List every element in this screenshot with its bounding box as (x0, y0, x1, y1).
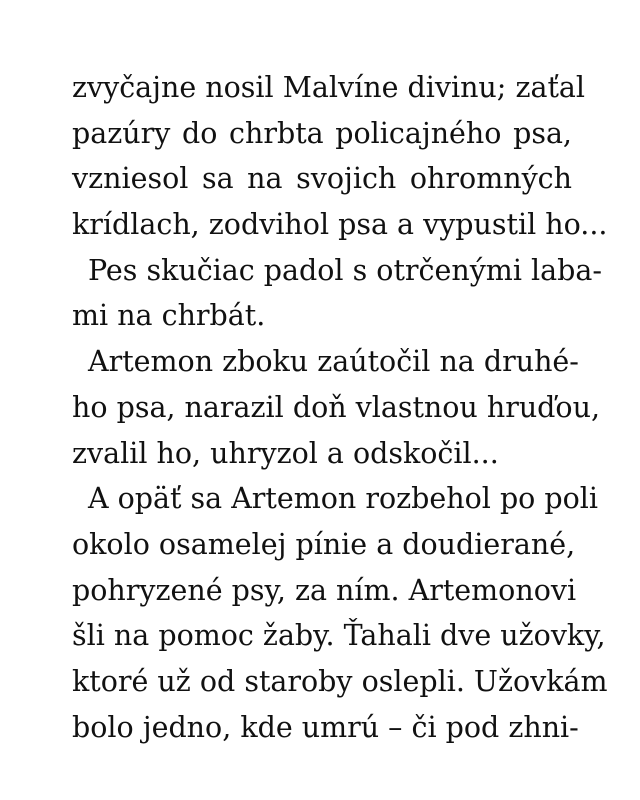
text-line: Artemon zboku zaútočil na druhé- (88, 345, 579, 379)
text-line: zvyčajne nosil Malvíne divinu; zaťal (72, 71, 586, 104)
paragraph-3 (72, 339, 601, 476)
text-line: krídlach, zodvihol psa a vypustil ho... (72, 208, 608, 242)
paragraph-2 (72, 248, 602, 339)
text-line: ho psa, narazil doň vlastnou hruďou, (72, 390, 601, 424)
text-line: vzniesol sa na svojich ohromných (72, 162, 572, 196)
book-page (72, 65, 608, 750)
text-line: pazúry do chrbta policajného psa, (72, 116, 572, 150)
paragraph-4 (72, 476, 608, 750)
text-line: zvalil ho, uhryzol a odskočil... (72, 436, 499, 470)
text-line: okolo osamelej pínie a doudierané, (72, 527, 576, 561)
text-line: ktoré už od staroby oslepli. Užovkám (72, 664, 608, 698)
text-line: A opäť sa Artemon rozbehol po poli (88, 482, 599, 516)
text-line: Pes skučiac padol s otrčenými laba- (88, 253, 602, 287)
text-line: šli na pomoc žaby. Ťahali dve užovky, (72, 619, 606, 653)
text-line: mi na chrbát. (72, 299, 266, 333)
text-line: pohryzené psy, za ním. Artemonovi (72, 573, 577, 607)
text-line: bolo jedno, kde umrú – či pod zhni- (72, 710, 579, 744)
paragraph-1 (72, 65, 608, 248)
